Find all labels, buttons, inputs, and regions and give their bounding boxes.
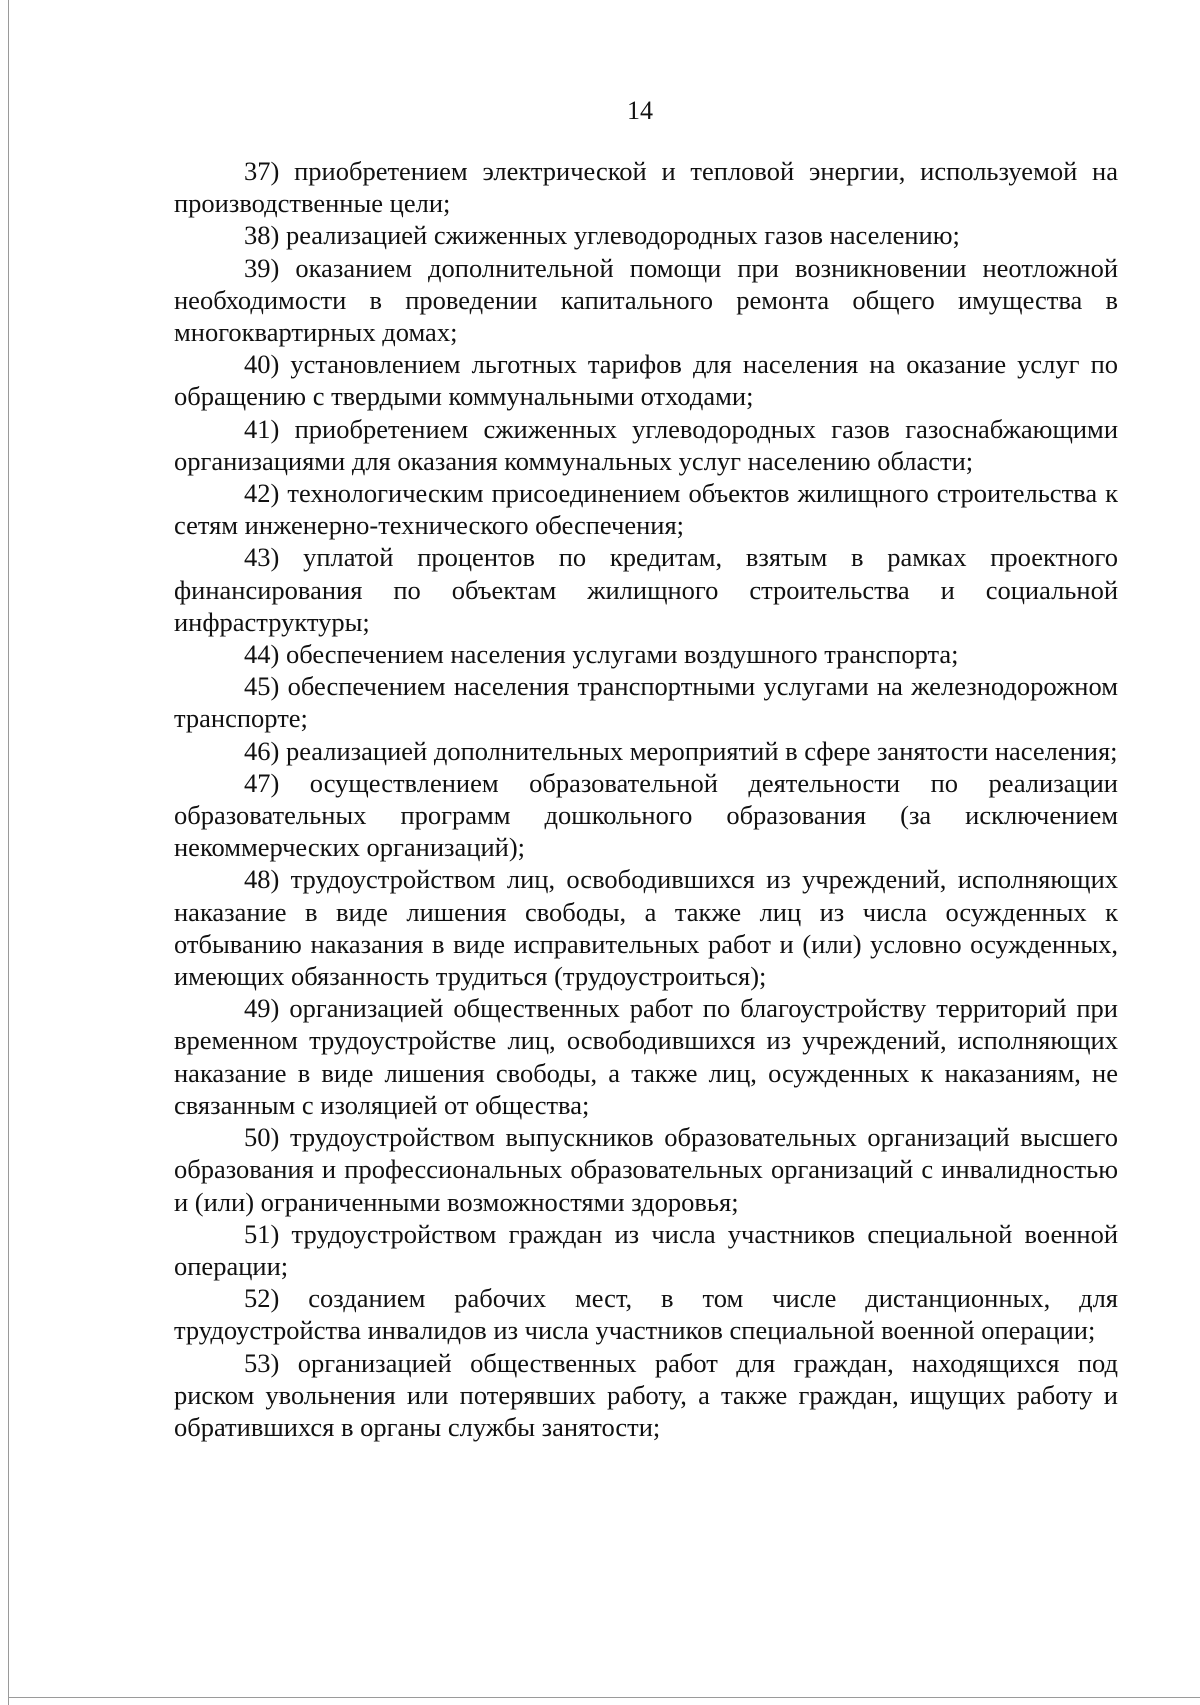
- list-item-40: 40) установлением льготных тарифов для населения на оказание услуг по обращению с твердыми коммунальными отходами;: [174, 349, 1118, 412]
- list-item-44: 44) обеспечением населения услугами воздушного транспорта;: [244, 639, 959, 670]
- list-item-53: 53) организацией общественных работ для граждан, находящихся под риском увольнения или потерявших работу, а также граждан, ищущих работу и обратившихся в органы службы занятости;: [174, 1347, 1118, 1442]
- list-item-43: 43) уплатой процентов по кредитам, взятым в рамках проектного финансирования по объектам жилищного строительства и социальной инфраструктуры;: [174, 542, 1118, 637]
- page-number: 14: [627, 96, 653, 125]
- list-item-46: 46) реализацией дополнительных мероприятий в сфере занятости населения;: [244, 735, 1118, 766]
- list-item-51: 51) трудоустройством граждан из числа участников специальной военной операции;: [174, 1218, 1118, 1281]
- list-item-39: 39) оказанием дополнительной помощи при возникновении неотложной необходимости в проведении капитального ремонта общего имущества в многоквартирных домах;: [174, 252, 1118, 348]
- scan-edge-left: [8, 0, 9, 1705]
- list-item-47: 47) осуществлением образовательной деятельности по реализации образовательных программ дошкольного образования (за исключением некоммерческих организаций);: [174, 767, 1118, 863]
- list-item-48: 48) трудоустройством лиц, освободившихся из учреждений, исполняющих наказание в виде лишения свободы, а также лиц из числа осужденных к отбыванию наказания в виде исправительных работ и (или) условно осужденных, имеющих обязанность трудиться (трудоустроиться);: [174, 864, 1118, 992]
- document-body: [174, 155, 1118, 1443]
- list-item-45: 45) обеспечением населения транспортными услугами на железнодорожном транспорте;: [174, 671, 1118, 734]
- list-item-52: 52) созданием рабочих мест, в том числе дистанционных, для трудоустройства инвалидов из числа участников специальной военной операции;: [174, 1283, 1118, 1346]
- list-item-42: 42) технологическим присоединением объектов жилищного строительства к сетям инженерно-технического обеспечения;: [174, 478, 1118, 541]
- list-item-50: 50) трудоустройством выпускников образовательных организаций высшего образования и профессиональных образовательных организаций с инвалидностью и (или) ограниченными возможностями здоровья;: [174, 1122, 1118, 1217]
- list-item-49: 49) организацией общественных работ по благоустройству территорий при временном трудоустройстве лиц, освободившихся из учреждений, исполняющих наказание в виде лишения свободы, а также лиц, осужденных к наказаниям, не связанным с изоляцией от общества;: [174, 993, 1118, 1120]
- list-item-37: 37) приобретением электрической и тепловой энергии, используемой на производственные цели;: [174, 156, 1118, 219]
- list-item-41: 41) приобретением сжиженных углеводородных газов газоснабжающими организациями для оказания коммунальных услуг населению области;: [174, 413, 1118, 476]
- scan-edge-bottom: [8, 1697, 1200, 1698]
- list-item-38: 38) реализацией сжиженных углеводородных газов населению;: [244, 220, 960, 251]
